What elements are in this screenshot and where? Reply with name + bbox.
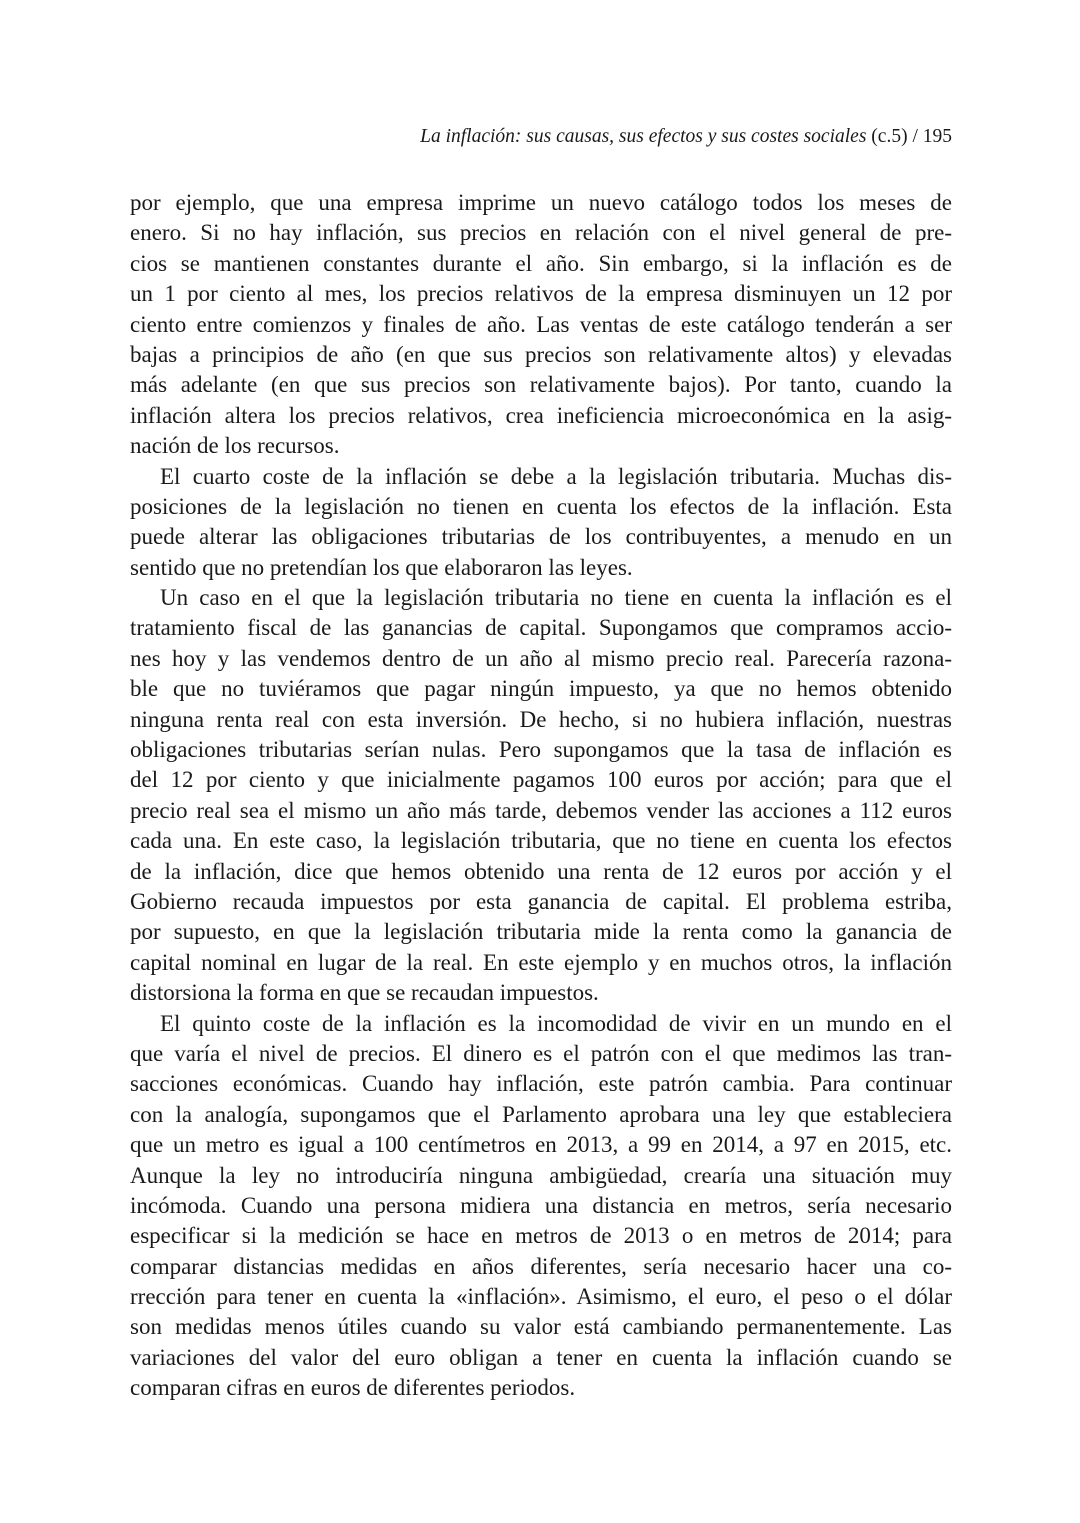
text-line: nes hoy y las vendemos dentro de un año al mismo precio real. Parecería razona- bbox=[130, 645, 952, 671]
paragraph bbox=[130, 188, 952, 462]
text-line: variaciones del valor del euro obligan a tener en cuenta la inflación cuando se bbox=[130, 1344, 952, 1370]
running-header bbox=[420, 126, 952, 148]
text-line: por ejemplo, que una empresa imprime un nuevo catálogo todos los meses de bbox=[130, 190, 952, 215]
text-line: tratamiento fiscal de las ganancias de capital. Supongamos que compramos accio- bbox=[130, 615, 952, 641]
text-line: ble que no tuviéramos que pagar ningún impuesto, ya que no hemos obtenido bbox=[130, 676, 952, 702]
text-line: del 12 por ciento y que inicialmente pagamos 100 euros por acción; para que el bbox=[130, 767, 952, 793]
text-line: con la analogía, supongamos que el Parlamento aprobara una ley que estableciera bbox=[130, 1101, 952, 1127]
text-line: nación de los recursos. bbox=[130, 433, 340, 459]
text-line: puede alterar las obligaciones tributarias de los contribuyentes, a menudo en un bbox=[130, 524, 952, 550]
text-line: El cuarto coste de la inflación se debe a la legislación tributaria. Muchas dis- bbox=[160, 463, 952, 489]
text-line: cada una. En este caso, la legislación tributaria, que no tiene en cuenta los efectos bbox=[130, 828, 952, 854]
text-line: ciento entre comienzos y finales de año. Las ventas de este catálogo tenderán a ser bbox=[130, 311, 952, 337]
page-number: 195 bbox=[922, 126, 952, 147]
text-line: distorsiona la forma en que se recaudan impuestos. bbox=[130, 980, 599, 1006]
text-line: especificar si la medición se hace en metros de 2013 o en metros de 2014; para bbox=[130, 1223, 952, 1249]
paragraph bbox=[130, 462, 952, 584]
text-line: precio real sea el mismo un año más tarde, debemos vender las acciones a 112 euros bbox=[130, 797, 952, 823]
text-line: ninguna renta real con esta inversión. De hecho, si no hubiera inflación, nuestras bbox=[130, 706, 952, 732]
text-line: obligaciones tributarias serían nulas. Pero supongamos que la tasa de inflación es bbox=[130, 737, 952, 763]
text-line: comparar distancias medidas en años diferentes, sería necesario hacer una co- bbox=[130, 1253, 952, 1279]
text-line: sacciones económicas. Cuando hay inflación, este patrón cambia. Para continuar bbox=[130, 1071, 952, 1097]
text-line: por supuesto, en que la legislación tributaria mide la renta como la ganancia de bbox=[130, 919, 952, 945]
text-line: Gobierno recauda impuestos por esta ganancia de capital. El problema estriba, bbox=[130, 888, 952, 914]
text-line: capital nominal en lugar de la real. En este ejemplo y en muchos otros, la inflación bbox=[130, 949, 952, 975]
text-line: que un metro es igual a 100 centímetros en 2013, a 99 en 2014, a 97 en 2015, etc. bbox=[130, 1132, 952, 1158]
header-separator: / bbox=[912, 126, 918, 147]
text-line: que varía el nivel de precios. El dinero es el patrón con el que medimos las tran- bbox=[130, 1040, 952, 1066]
text-line: comparan cifras en euros de diferentes periodos. bbox=[130, 1375, 576, 1401]
text-line: son medidas menos útiles cuando su valor está cambiando permanentemente. Las bbox=[130, 1314, 952, 1340]
text-line: sentido que no pretendían los que elaboraron las leyes. bbox=[130, 554, 633, 580]
text-line: un 1 por ciento al mes, los precios relativos de la empresa disminuyen un 12 por bbox=[130, 281, 952, 307]
text-line: enero. Si no hay inflación, sus precios en relación con el nivel general de pre- bbox=[130, 220, 952, 246]
text-line: Un caso en el que la legislación tributaria no tiene en cuenta la inflación es el bbox=[160, 585, 952, 611]
text-line: posiciones de la legislación no tienen en cuenta los efectos de la inflación. Esta bbox=[130, 493, 952, 519]
paragraph bbox=[130, 1009, 952, 1404]
text-line: más adelante (en que sus precios son relativamente bajos). Por tanto, cuando la bbox=[130, 372, 952, 398]
body-text bbox=[130, 188, 952, 1404]
text-line: El quinto coste de la inflación es la incomodidad de vivir en un mundo en el bbox=[160, 1010, 952, 1036]
text-line: bajas a principios de año (en que sus precios son relativamente altos) y elevadas bbox=[130, 341, 952, 367]
running-title: La inflación: sus causas, sus efectos y sus costes sociales bbox=[420, 126, 867, 147]
paragraph bbox=[130, 583, 952, 1008]
text-line: cios se mantienen constantes durante el año. Sin embargo, si la inflación es de bbox=[130, 250, 952, 276]
text-line: de la inflación, dice que hemos obtenido una renta de 12 euros por acción y el bbox=[130, 858, 952, 884]
text-line: incómoda. Cuando una persona midiera una distancia en metros, sería necesario bbox=[130, 1192, 952, 1218]
text-line: rrección para tener en cuenta la «inflación». Asimismo, el euro, el peso o el dólar bbox=[130, 1284, 952, 1310]
text-line: Aunque la ley no introduciría ninguna ambigüedad, crearía una situación muy bbox=[130, 1162, 952, 1188]
chapter-ref: (c.5) bbox=[871, 126, 908, 147]
text-line: inflación altera los precios relativos, crea ineficiencia microeconómica en la asig- bbox=[130, 402, 952, 428]
